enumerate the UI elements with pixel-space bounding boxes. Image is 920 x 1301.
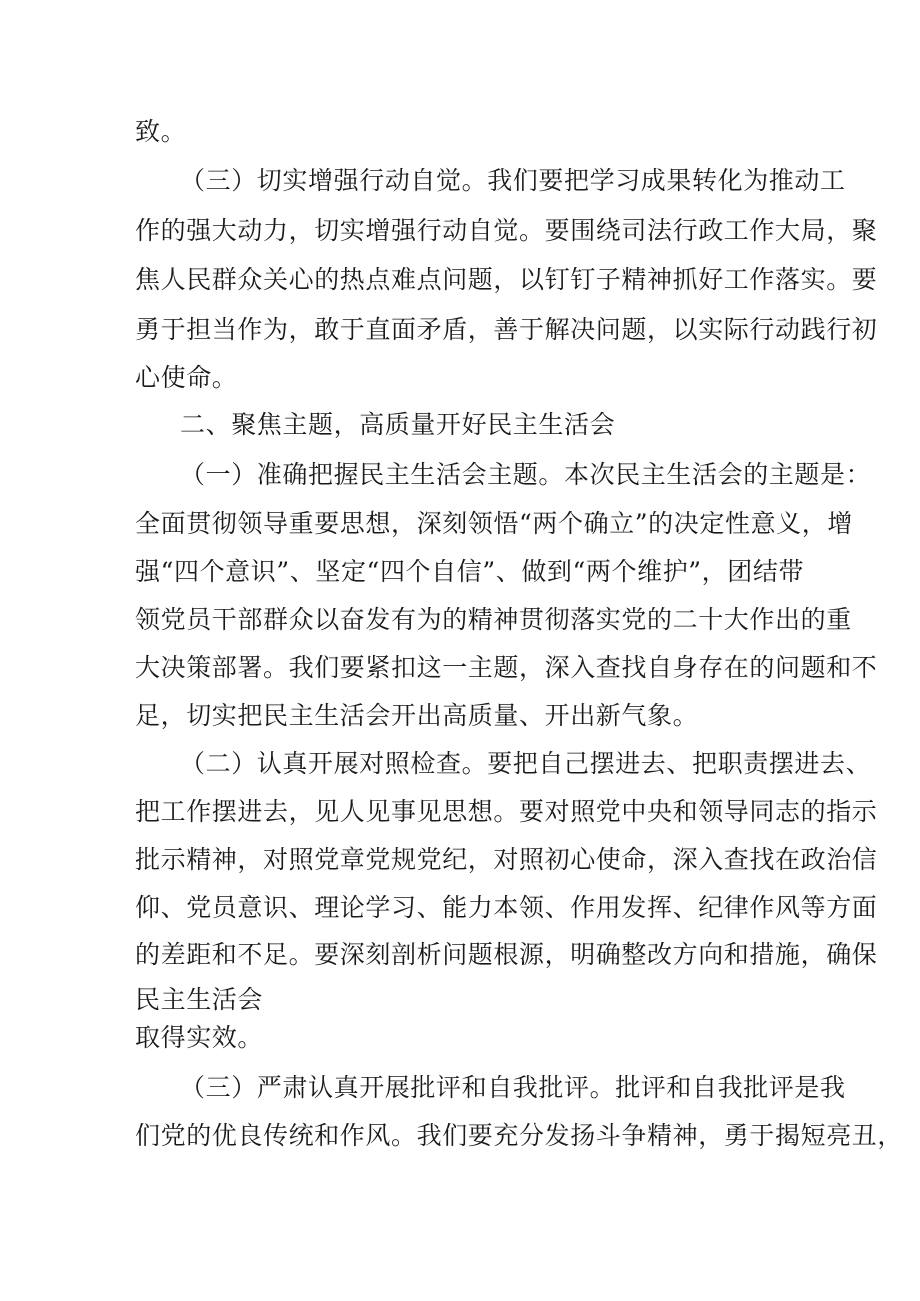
text-line: 勇于担当作为，敢于直面矛盾，善于解决问题，以实际行动践行初 [135, 315, 878, 344]
text-line: 强“四个意识”、坚定“四个自信”、做到“两个维护”，团结带 [135, 557, 805, 586]
section-heading: 二、聚焦主题，高质量开好民主生活会 [180, 410, 616, 439]
text-line: 把工作摆进去，见人见事见思想。要对照党中央和领导同志的指示 [135, 797, 878, 826]
text-line: 民主生活会 [135, 985, 264, 1014]
text-line: 致。 [135, 117, 187, 146]
text-line: （三）严肃认真开展批评和自我批评。批评和自我批评是我 [180, 1073, 846, 1102]
text-line: 仰、党员意识、理论学习、能力本领、作用发挥、纪律作风等方面 [135, 893, 878, 922]
text-line: 的差距和不足。要深刻剖析问题根源，明确整改方向和措施，确保 [135, 940, 878, 969]
text-line: 们党的优良传统和作风。我们要充分发扬斗争精神，勇于揭短亮丑， [135, 1121, 904, 1150]
text-line: 心使命。 [135, 363, 238, 392]
text-line: 取得实效。 [135, 1023, 264, 1052]
text-line: 批示精神，对照党章党规党纪，对照初心使命，深入查找在政治信 [135, 845, 878, 874]
text-line: 焦人民群众关心的热点难点问题，以钉钉子精神抓好工作落实。要 [135, 265, 878, 294]
text-line: （三）切实增强行动自觉。我们要把学习成果转化为推动工 [180, 166, 846, 195]
text-line: 大决策部署。我们要紧扣这一主题，深入查找自身存在的问题和不 [135, 653, 878, 682]
text-line: 作的强大动力，切实增强行动自觉。要围绕司法行政工作大局，聚 [135, 216, 878, 245]
text-line: （二）认真开展对照检查。要把自己摆进去、把职责摆进去、 [180, 749, 872, 778]
text-line: 领党员干部群众以奋发有为的精神贯彻落实党的二十大作出的重 [135, 605, 852, 634]
text-line: 足，切实把民主生活会开出高质量、开出新气象。 [135, 701, 699, 730]
text-line: （一）准确把握民主生活会主题。本次民主生活会的主题是： [180, 460, 872, 489]
text-line: 全面贯彻领导重要思想，深刻领悟“两个确立”的决定性意义，增 [135, 509, 853, 538]
